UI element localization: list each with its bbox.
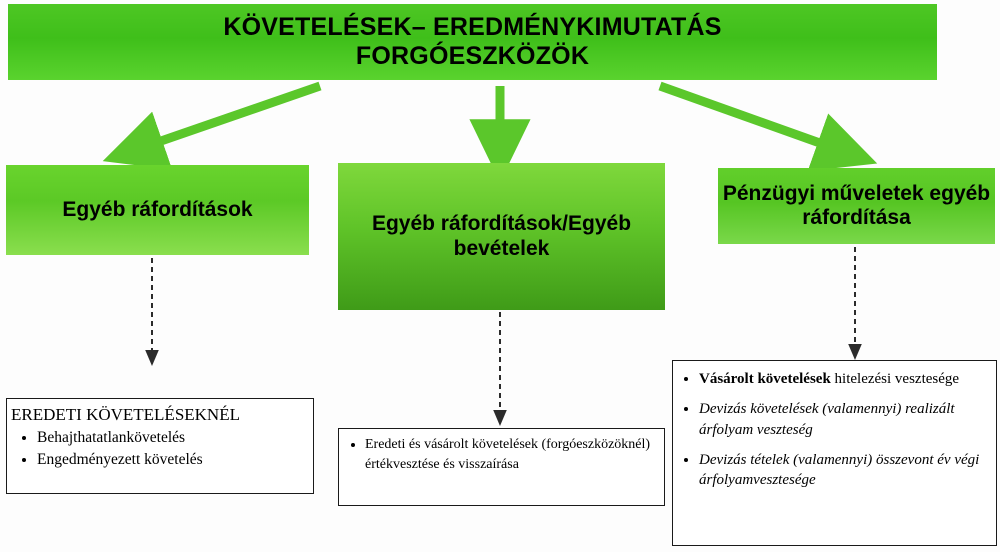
node-right-label: Pénzügyi műveletek egyéb ráfordítása [722, 181, 991, 229]
detail-center-list [347, 435, 656, 476]
detail-left-header: EREDETI KÖVETELÉSEKNÉL [11, 405, 240, 424]
detail-box-left [6, 398, 314, 494]
detail-box-center [338, 428, 665, 506]
title-line-2: FORGÓESZKÖZÖK [355, 42, 590, 70]
node-egyeb-rafordirasok[interactable] [6, 165, 309, 255]
list-item: • Devizás tételek (valamennyi) összevont év végi árfolyamvesztesége [699, 450, 988, 491]
list-item-bold: Vásárolt követelések [699, 371, 831, 387]
title-line-1: KÖVETELÉSEK– EREDMÉNYKIMUTATÁS [223, 13, 722, 42]
diagram-title-banner [8, 4, 937, 80]
node-egyeb-rafordirasok-bevetelek[interactable] [338, 163, 665, 310]
node-center-label: Egyéb ráfordítások/Egyéb bevételek [371, 212, 632, 260]
detail-left-list [11, 427, 305, 472]
arrow-banner-to-right [660, 86, 845, 152]
list-item: • Behajthatatlankövetelés [37, 427, 305, 449]
detail-right-list [679, 369, 988, 490]
node-left-label: Egyéb ráfordítások [62, 197, 253, 221]
list-item [699, 369, 988, 389]
list-item: • Engedményezett követelés [37, 449, 305, 471]
list-item: • Devizás követelések (valamennyi) realizált árfolyam veszteség [699, 399, 988, 440]
arrow-banner-to-left [135, 86, 320, 150]
list-item-rest: hitelezési vesztesége [830, 371, 960, 387]
node-penzugyi-muveletek[interactable] [718, 168, 995, 244]
detail-box-right [672, 360, 997, 546]
list-item: • Eredeti és vásárolt követelések (forgóeszközöknél) értékvesztése és visszaírása [365, 435, 656, 476]
